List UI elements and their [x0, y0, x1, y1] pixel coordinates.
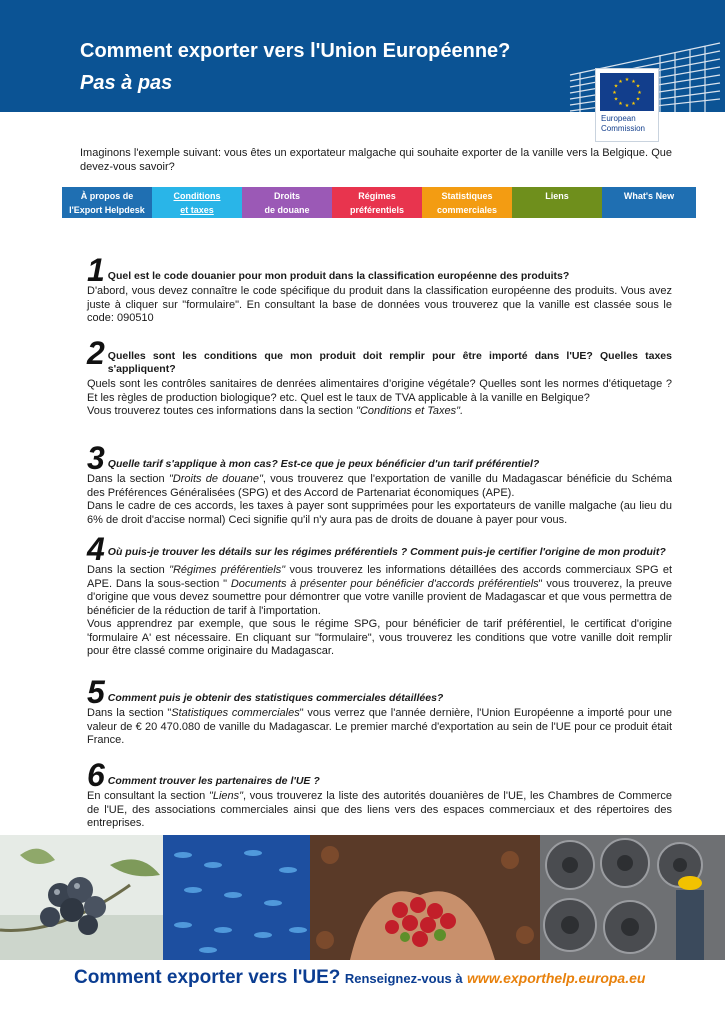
page-title: Comment exporter vers l'Union Européenne? — [80, 40, 511, 62]
european-commission-logo — [595, 68, 659, 142]
svg-text:★: ★ — [635, 83, 641, 90]
nav-label: de douane — [264, 204, 310, 215]
answer-paragraph — [87, 405, 672, 419]
text-run: Vous trouverez toutes ces informations dans la section — [87, 405, 357, 417]
footer-main-text: Comment exporter vers l'UE? — [74, 967, 341, 988]
answer-paragraph — [87, 707, 672, 748]
section-reference: Statistiques commerciales — [171, 707, 300, 719]
footer-website-link[interactable]: www.exporthelp.europa.eu — [467, 970, 646, 986]
svg-text:★: ★ — [624, 103, 630, 109]
svg-text:★: ★ — [637, 90, 642, 96]
nav-label: Droits — [273, 190, 300, 201]
svg-text:★: ★ — [631, 101, 636, 107]
text-run: , vous trouverez la liste des autorités douanières de l'UE, les Chambres de Commerce de l'UE, des associations commerciales ainsi que des liens vers des espaces commerciaux et des répertoires des entreprises. — [87, 790, 672, 829]
steel-rolls-photo — [540, 835, 725, 960]
nav-label: l'Export Helpdesk — [69, 204, 145, 215]
nav-about[interactable] — [62, 187, 152, 218]
text-run: " vous trouverez, la preuve d'origine que vous devez soumettre pour démontrer que votre vanille provient de Madagascar et que vous permettra de bénéficier de la réduction de tarif à l'importation. — [87, 577, 672, 617]
question-6 — [87, 757, 672, 793]
step-number: 1 — [87, 252, 105, 288]
section-3 — [87, 440, 672, 527]
answer-paragraph — [87, 473, 672, 500]
question-text: Comment puis je obtenir des statistiques commerciales détaillées? — [107, 692, 444, 704]
step-number: 2 — [87, 335, 105, 371]
section-5 — [87, 674, 672, 748]
subsection-reference: Documents à présenter pour bénéficier d'accords préférentiels — [230, 577, 539, 590]
question-text: Où puis-je trouver les détails sur les régimes préférentiels ? Comment puis-je certifier l'origine de mon produit? — [107, 546, 666, 558]
question-4 — [87, 531, 672, 567]
fish-photo — [163, 835, 310, 960]
text-run: En consultant la section — [87, 790, 209, 802]
nav-duties[interactable] — [242, 187, 332, 218]
text-run: vous trouverez les informations détaillées des accords commerciaux SPG et APE. Dans la sous-section " — [87, 564, 672, 590]
footer-mid-text: Renseignez-vous à — [344, 971, 463, 986]
page-subtitle: Pas à pas — [80, 72, 173, 94]
svg-text:★: ★ — [635, 96, 641, 103]
nav-label: Régimes — [358, 190, 396, 201]
answer-paragraph: Dans le cadre de ces accords, les taxes à payer sont supprimées pour les exportateurs de vanille malgache (au lieu du 6% de droit d'accise normal) Ceci signifie qu'il n'y aura pas de droits de douane à payer pour vous. — [87, 500, 672, 526]
footer-tagline — [74, 967, 714, 989]
answer-paragraph: Quels sont les contrôles sanitaires de denrées alimentaires d’origine végétale? Quelles sont les normes d'étiquetage ? Et les règles de production biologique? etc. Quel est le taux de TVA applicable à la vanille en Belgique? — [87, 378, 672, 404]
section-reference: "Régimes préférentiels" — [169, 564, 286, 576]
question-text: Quel est le code douanier pour mon produit dans la classification européenne des produits? — [107, 270, 570, 282]
header-banner — [0, 0, 725, 133]
answer-paragraph — [87, 790, 672, 831]
step-number: 3 — [87, 440, 105, 476]
question-5 — [87, 674, 672, 710]
text-run: " vous verrez que l'année dernière, l'Union Européenne a importé pour une valeur de € 20 470.080 de vanille du Madagascar. Le premier marché d'exportation au sein de l'UE pour ce produit était France. — [87, 707, 672, 746]
section-1 — [87, 252, 672, 326]
section-reference: "Liens" — [208, 790, 244, 802]
section-reference: "Conditions et Taxes". — [356, 405, 464, 417]
answer-paragraph — [87, 564, 672, 618]
nav-label: What's New — [623, 191, 675, 201]
svg-text:★: ★ — [618, 79, 623, 85]
svg-text:★: ★ — [613, 83, 619, 90]
logo-text — [601, 114, 645, 134]
question-text: Quelles sont les conditions que mon produit doit remplir pour être importé dans l'UE? Quelles taxes s'appliquent? — [107, 350, 672, 375]
svg-text:★: ★ — [613, 96, 619, 103]
nav-label: et taxes — [180, 204, 214, 215]
nav-label: commerciales — [436, 204, 498, 215]
section-nav — [62, 187, 696, 218]
nav-label: Conditions — [173, 190, 221, 201]
nav-conditions[interactable] — [152, 187, 242, 218]
berries-photo — [0, 835, 163, 960]
nav-statistics[interactable] — [422, 187, 512, 218]
text-run: Dans la section — [87, 473, 169, 485]
answer-paragraph: Vous apprendrez par exemple, que sous le régime SPG, pour bénéficier de tarif préférentiel, le certificat d'origine 'formulaire A' est nécessaire. En cliquant sur "formulaire", vous trouverez les conditions que votre vanille doit remplir pour être classé comme originaire du Madagascar. — [87, 618, 672, 657]
section-6 — [87, 757, 672, 831]
nav-label: préférentiels — [349, 204, 405, 215]
text-run: , vous trouverez que l'exportation de vanille du Madagascar bénéficie du Schéma des Préférences Généralisées (SPG) et des Accord de Partenariat économiques (APE). — [87, 473, 672, 499]
step-number: 5 — [87, 674, 105, 710]
step-number: 6 — [87, 757, 105, 793]
nav-whats-new[interactable] — [602, 187, 696, 218]
question-text: Quelle tarif s'applique à mon cas? Est-ce que je peux bénéficier d'un tarif préférentiel? — [107, 458, 540, 470]
svg-text:★: ★ — [631, 79, 636, 85]
photo-strip — [0, 835, 725, 960]
question-1 — [87, 252, 672, 288]
svg-text:★: ★ — [612, 90, 617, 96]
coffee-beans-photo — [310, 835, 540, 960]
nav-links[interactable] — [512, 187, 602, 218]
svg-text:★: ★ — [618, 101, 623, 107]
eu-flag-icon — [600, 73, 654, 111]
question-3 — [87, 440, 672, 476]
text-run: Dans la section — [87, 564, 170, 576]
section-2 — [87, 335, 672, 419]
section-4 — [87, 531, 672, 659]
question-text: Comment trouver les partenaires de l'UE ? — [107, 775, 320, 787]
nav-label: Statistiques — [441, 190, 493, 201]
logo-text-line2: Commission — [601, 124, 646, 133]
question-2 — [87, 335, 672, 378]
nav-label: À propos de — [80, 190, 134, 201]
text-run: Dans la section " — [87, 707, 172, 719]
logo-text-line1: European — [601, 114, 636, 123]
svg-text:★: ★ — [624, 77, 630, 83]
nav-preferential[interactable] — [332, 187, 422, 218]
step-number: 4 — [87, 531, 105, 567]
nav-label: Liens — [545, 191, 569, 201]
answer-paragraph: D'abord, vous devez connaître le code spécifique du produit dans la classification européenne des produits. Vous avez juste à cliquer sur "formulaire". En consultant la base de données vous trouverez que la vanille est classée sous le code: 090510 — [87, 285, 672, 324]
section-reference: "Droits de douane" — [168, 473, 263, 485]
intro-paragraph: Imaginons l'exemple suivant: vous êtes un exportateur malgache qui souhaite exporter de la vanille vers la Belgique. Que devez-vous savoir? — [80, 147, 672, 173]
